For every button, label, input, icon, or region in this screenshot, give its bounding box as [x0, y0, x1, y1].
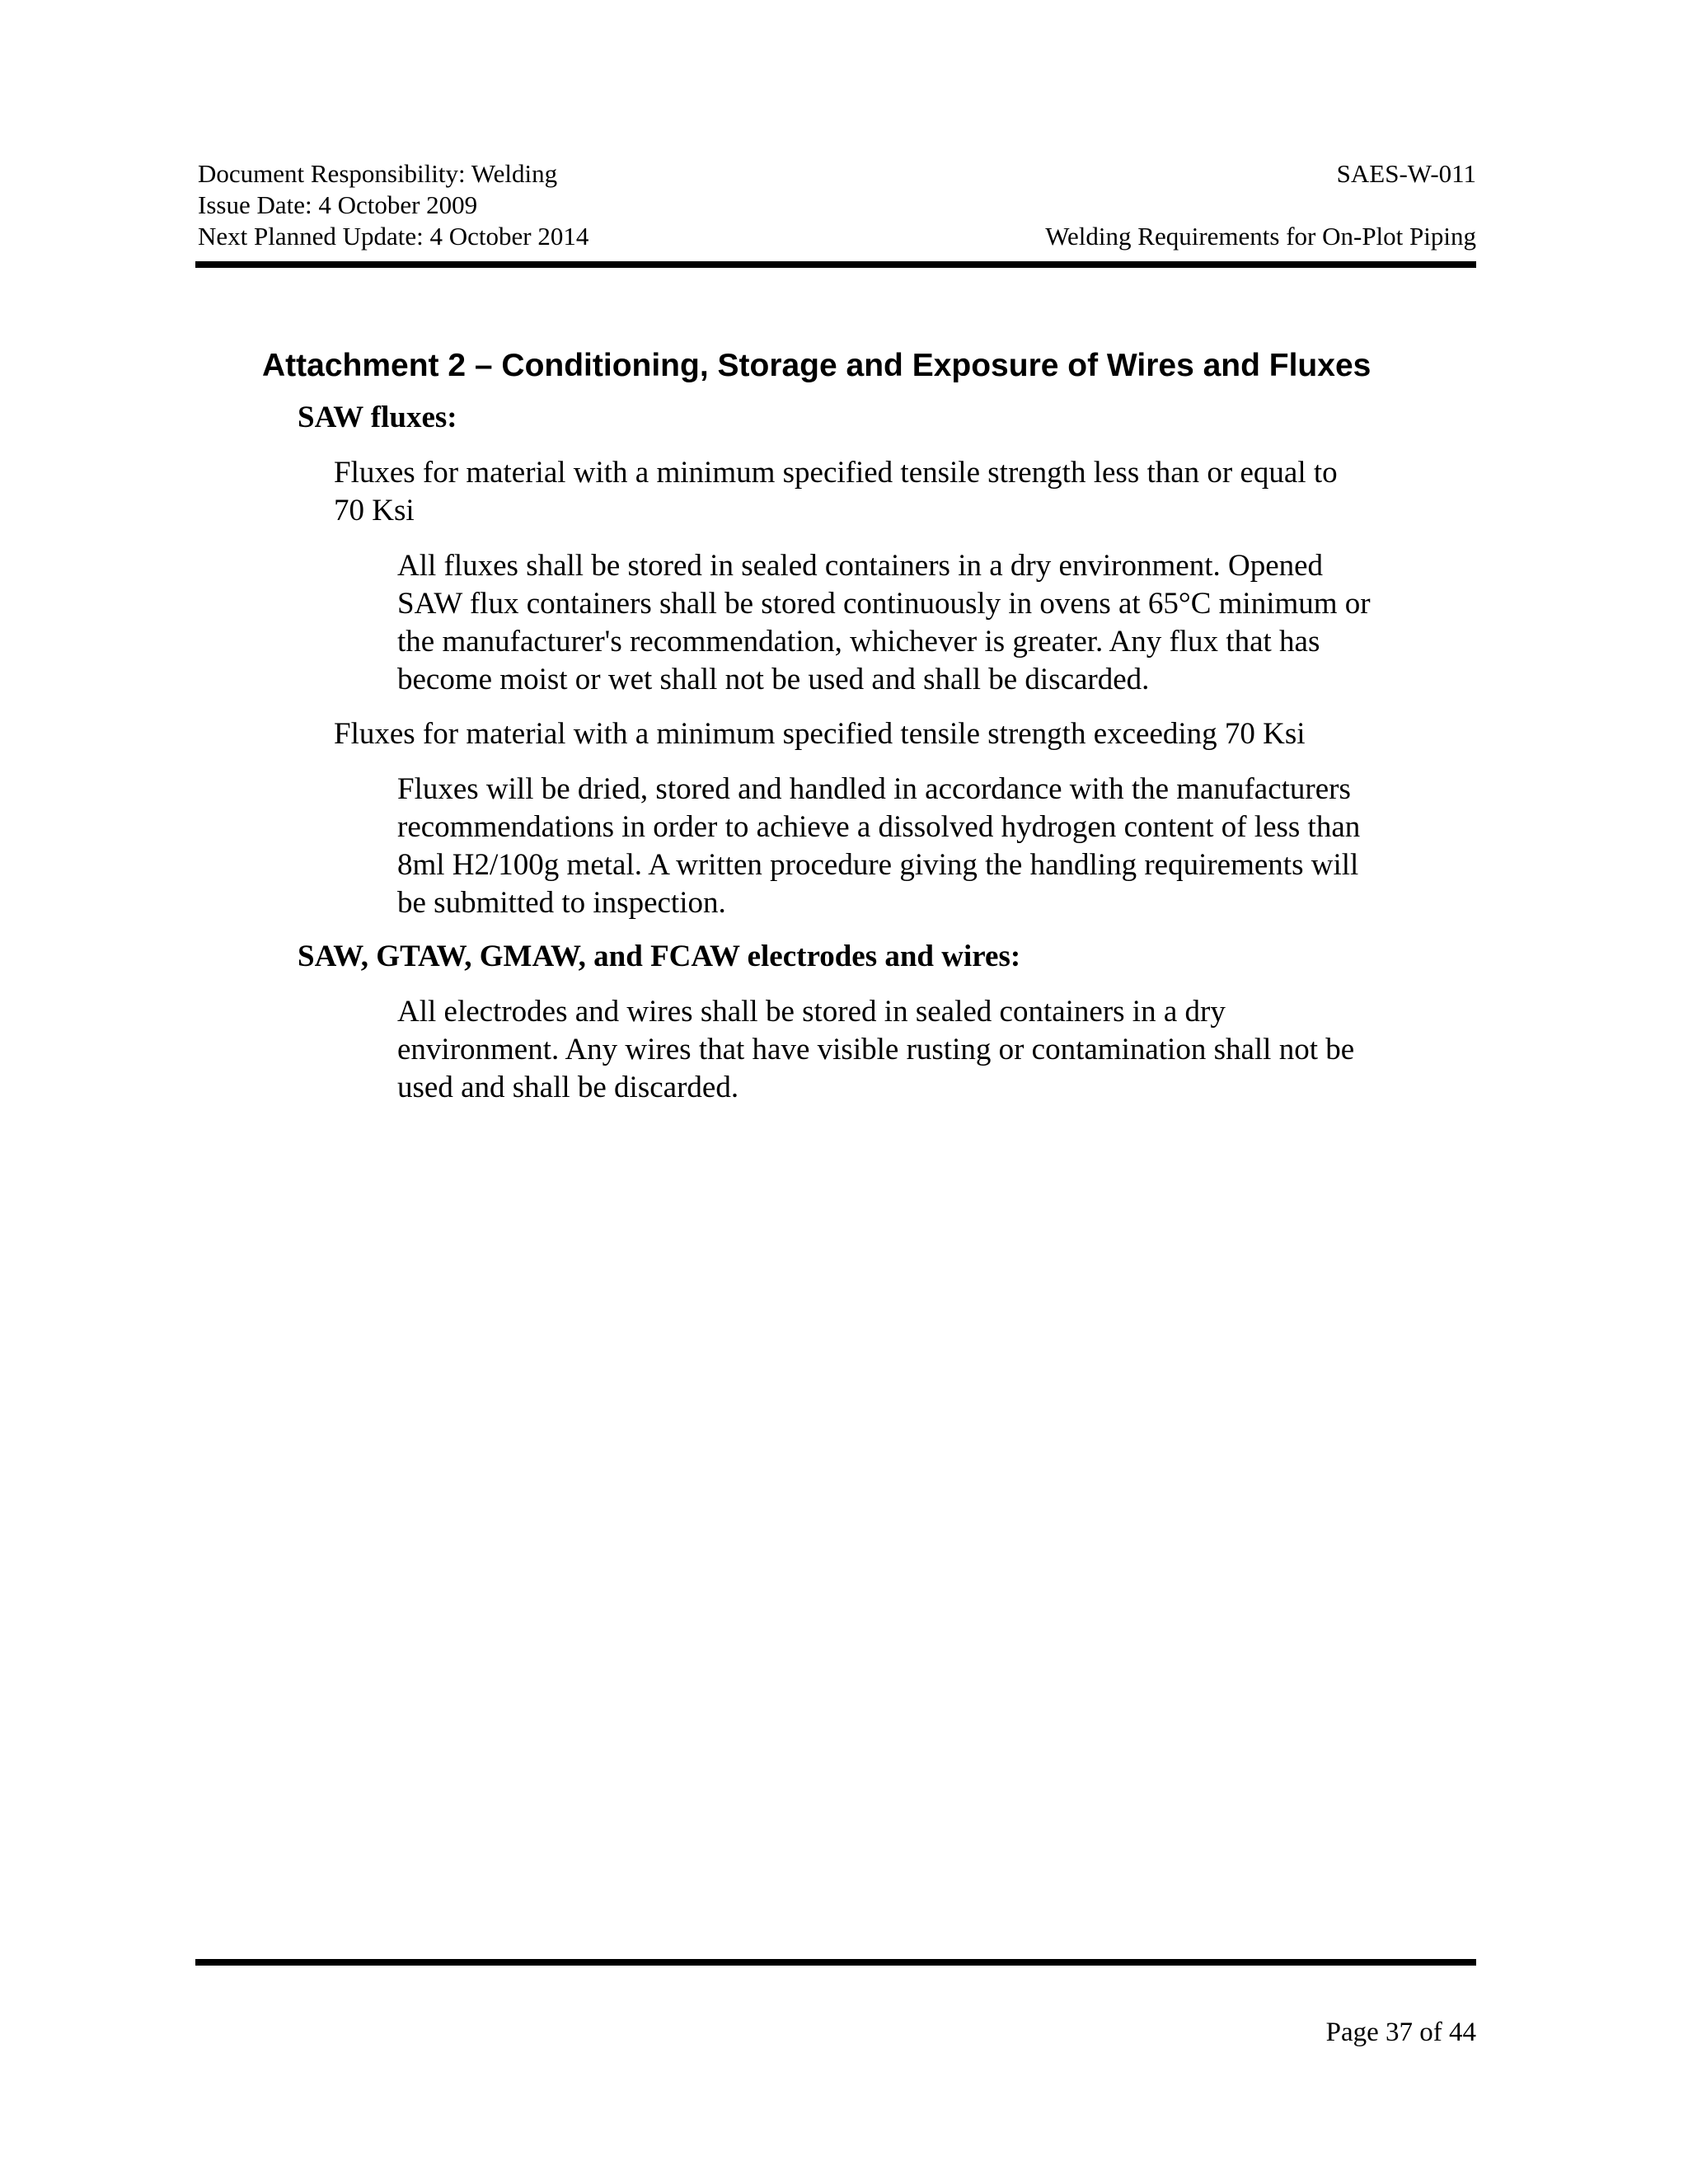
- header-doc-title: Welding Requirements for On-Plot Piping: [1045, 222, 1476, 251]
- header-issue-date: Issue Date: 4 October 2009: [198, 190, 478, 219]
- header-doc-number: SAES-W-011: [1336, 159, 1476, 188]
- low-strength-body: [397, 547, 1371, 699]
- low-strength-heading-line: Fluxes for material with a minimum specified tensile strength less than or equal to: [334, 456, 1338, 490]
- low-strength-heading: [334, 454, 1338, 530]
- footer-rule: [195, 1959, 1476, 1966]
- high-strength-body: [397, 771, 1360, 922]
- low-strength-body-line: All fluxes shall be stored in sealed containers in a dry environment. Opened: [397, 549, 1324, 583]
- electrodes-heading: SAW, GTAW, GMAW, and FCAW electrodes and wires:: [298, 940, 1021, 973]
- high-strength-heading: [334, 715, 1306, 753]
- header-next-update: Next Planned Update: 4 October 2014: [198, 222, 589, 251]
- high-strength-body-line: 8ml H2/100g metal. A written procedure giving the handling requirements will: [397, 848, 1359, 882]
- low-strength-body-line: become moist or wet shall not be used and shall be discarded.: [397, 663, 1150, 696]
- low-strength-body-line: SAW flux containers shall be stored continuously in ovens at 65°C minimum or: [397, 587, 1371, 621]
- electrodes-body-line: used and shall be discarded.: [397, 1071, 739, 1104]
- header-rule: [195, 261, 1476, 268]
- high-strength-body-line: be submitted to inspection.: [397, 886, 726, 920]
- electrodes-body-line: All electrodes and wires shall be stored in sealed containers in a dry: [397, 995, 1226, 1029]
- low-strength-heading-line: 70 Ksi: [334, 494, 415, 527]
- page-number: Page 37 of 44: [1325, 2018, 1476, 2047]
- saw-fluxes-heading: SAW fluxes:: [298, 401, 457, 434]
- attachment-title: Attachment 2 – Conditioning, Storage and Exposure of Wires and Fluxes: [262, 348, 1372, 383]
- electrodes-body: [397, 993, 1354, 1107]
- electrodes-body-line: environment. Any wires that have visible rusting or contamination shall not be: [397, 1033, 1355, 1066]
- high-strength-body-line: recommendations in order to achieve a dissolved hydrogen content of less than: [397, 810, 1361, 844]
- high-strength-body-line: Fluxes will be dried, stored and handled in accordance with the manufacturers: [397, 772, 1351, 806]
- low-strength-body-line: the manufacturer's recommendation, whichever is greater. Any flux that has: [397, 625, 1320, 658]
- header-responsibility: Document Responsibility: Welding: [198, 159, 558, 188]
- high-strength-heading-line: Fluxes for material with a minimum specified tensile strength exceeding 70 Ksi: [334, 717, 1306, 751]
